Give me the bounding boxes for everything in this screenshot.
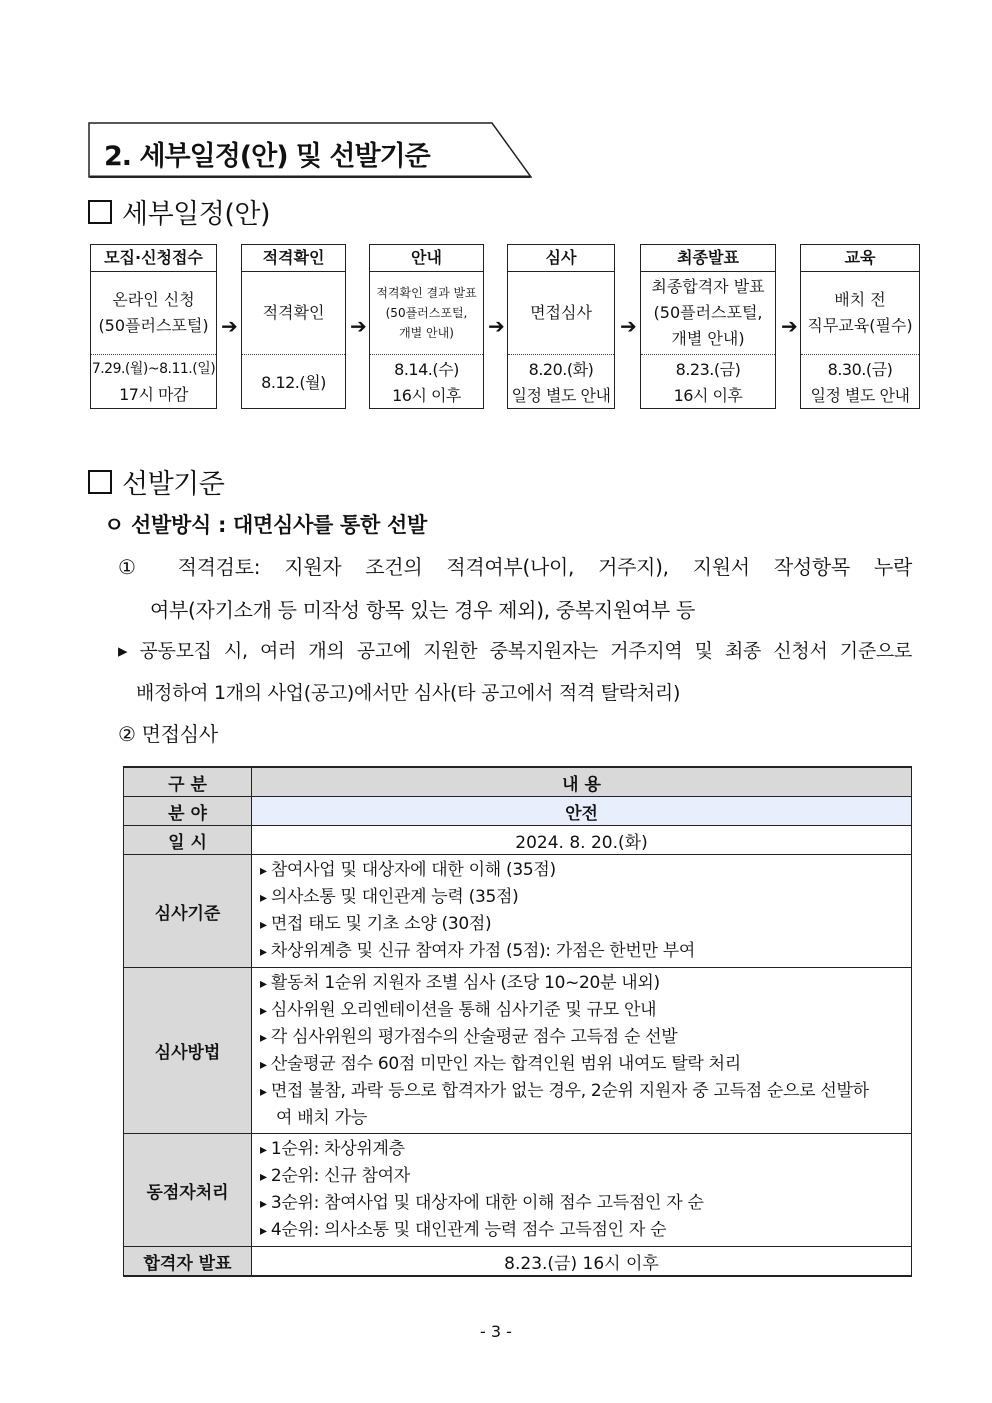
list-item: ▸ 심사위원 오리엔테이션을 통해 심사기준 및 규모 안내	[260, 997, 905, 1024]
method-label: 심사방법	[124, 968, 252, 1134]
item2-interview: ② 면접심사	[118, 722, 218, 746]
step-check	[241, 244, 346, 409]
arrow-right-icon: ➔	[488, 314, 505, 338]
arrow-right-icon: ➔	[221, 314, 238, 338]
page-number: - 3 -	[480, 1322, 512, 1341]
list-item: ▸ 참여사업 및 대상자에 대한 이해 (35점)	[260, 857, 905, 884]
step-date: 8.14.(수) 16시 이후	[392, 359, 461, 405]
interview-criteria-table	[123, 766, 912, 1277]
table-row	[124, 1134, 912, 1247]
step-final	[640, 244, 776, 409]
step-head: 심사	[508, 245, 614, 272]
arrow-right-icon: ➔	[781, 314, 798, 338]
section-header	[88, 122, 532, 178]
table-row	[124, 1247, 912, 1277]
schedule-heading-text: 세부일정(안)	[122, 199, 270, 230]
step-body: 최종합격자 발표 (50플러스포털, 개별 안내)	[641, 272, 775, 355]
step-body: 온라인 신청 (50플러스포털)	[91, 272, 216, 355]
list-item: ▸ 활동처 1순위 지원자 조별 심사 (조당 10~20분 내외)	[260, 970, 905, 997]
step-date: 7.29.(월)~8.11.(일) 17시 마감	[91, 361, 216, 404]
step-notice	[369, 244, 484, 409]
field-value: 안전	[252, 797, 912, 826]
header-value: 내 용	[252, 767, 912, 797]
step-recruit	[90, 244, 217, 409]
step-date: 8.30.(금) 일정 별도 안내	[810, 359, 910, 405]
step-head: 모집·신청접수	[91, 245, 216, 272]
list-item: ▸ 의사소통 및 대인관계 능력 (35점)	[260, 884, 905, 911]
selection-heading	[88, 462, 224, 501]
announce-label: 합격자 발표	[124, 1247, 252, 1277]
table-row	[124, 826, 912, 855]
square-bullet-icon	[88, 200, 112, 224]
list-item: ▸ 면접 불참, 과락 등으로 합격자가 없는 경우, 2순위 지원자 중 고득점 순으로 선발하여 배치 가능	[260, 1078, 905, 1131]
arrow-right-icon: ➔	[620, 314, 637, 338]
list-item: ▸ 1순위: 차상위계층	[260, 1136, 905, 1163]
selection-heading-text: 선발기준	[122, 469, 225, 500]
item1-line1: ① 적격검토: 지원자 조건의 적격여부(나이, 거주지), 지원서 작성항목 누락	[118, 555, 912, 579]
list-item: ▸ 산술평균 점수 60점 미만인 자는 합격인원 범위 내여도 탈락 처리	[260, 1051, 905, 1078]
list-item: ▸ 면접 태도 및 기초 소양 (30점)	[260, 911, 905, 938]
list-item: ▸ 각 심사위원의 평가점수의 산술평균 점수 고득점 순 선발	[260, 1024, 905, 1051]
table-row	[124, 968, 912, 1134]
date-label: 일 시	[124, 826, 252, 855]
date-value: 2024. 8. 20.(화)	[252, 826, 912, 855]
step-date: 8.23.(금) 16시 이후	[673, 359, 743, 405]
header-label: 구 분	[124, 767, 252, 797]
list-item: ▸ 4순위: 의사소통 및 대인관계 능력 점수 고득점인 자 순	[260, 1217, 905, 1244]
criteria-label: 심사기준	[124, 855, 252, 968]
announce-value: 8.23.(금) 16시 이후	[252, 1247, 912, 1277]
step-body: 면접심사	[508, 272, 614, 355]
table-header-row	[124, 767, 912, 797]
step-head: 안내	[370, 245, 483, 272]
criteria-list	[252, 855, 912, 968]
table-row	[124, 797, 912, 826]
step-head: 교육	[801, 245, 919, 272]
section-title: 2. 세부일정(안) 및 선발기준	[104, 141, 430, 172]
step-date: 8.20.(화) 일정 별도 안내	[511, 359, 611, 405]
list-item: ▸ 차상위계층 및 신규 참여자 가점 (5점): 가점은 한번만 부여	[260, 938, 905, 965]
square-bullet-icon	[88, 470, 112, 494]
list-item: ▸ 2순위: 신규 참여자	[260, 1163, 905, 1190]
arrow-right-icon: ➔	[350, 314, 367, 338]
step-date: 8.12.(월)	[261, 372, 326, 392]
tie-list	[252, 1134, 912, 1247]
step-body: 적격확인	[242, 272, 345, 355]
step-body: 적격확인 결과 발표 (50플러스포털, 개별 안내)	[370, 272, 483, 355]
step-head: 적격확인	[242, 245, 345, 272]
table-row	[124, 855, 912, 968]
selection-method: ㅇ 선발방식 : 대면심사를 통한 선발	[104, 513, 427, 537]
step-review	[507, 244, 615, 409]
list-item: ▸ 3순위: 참여사업 및 대상자에 대한 이해 점수 고득점인 자 순	[260, 1190, 905, 1217]
step-training	[800, 244, 920, 409]
step-body: 배치 전 직무교육(필수)	[801, 272, 919, 355]
schedule-heading	[88, 192, 270, 231]
field-label: 분 야	[124, 797, 252, 826]
note-line1: ▸ 공동모집 시, 여러 개의 공고에 지원한 중복지원자는 거주지역 및 최종 신청서 기준으로	[118, 640, 912, 662]
tie-label: 동점자처리	[124, 1134, 252, 1247]
method-list	[252, 968, 912, 1134]
note-line2: 배정하여 1개의 사업(공고)에서만 심사(타 공고에서 적격 탈락처리)	[136, 682, 681, 704]
step-head: 최종발표	[641, 245, 775, 272]
item1-line2: 여부(자기소개 등 미작성 항목 있는 경우 제외), 중복지원여부 등	[150, 598, 696, 622]
